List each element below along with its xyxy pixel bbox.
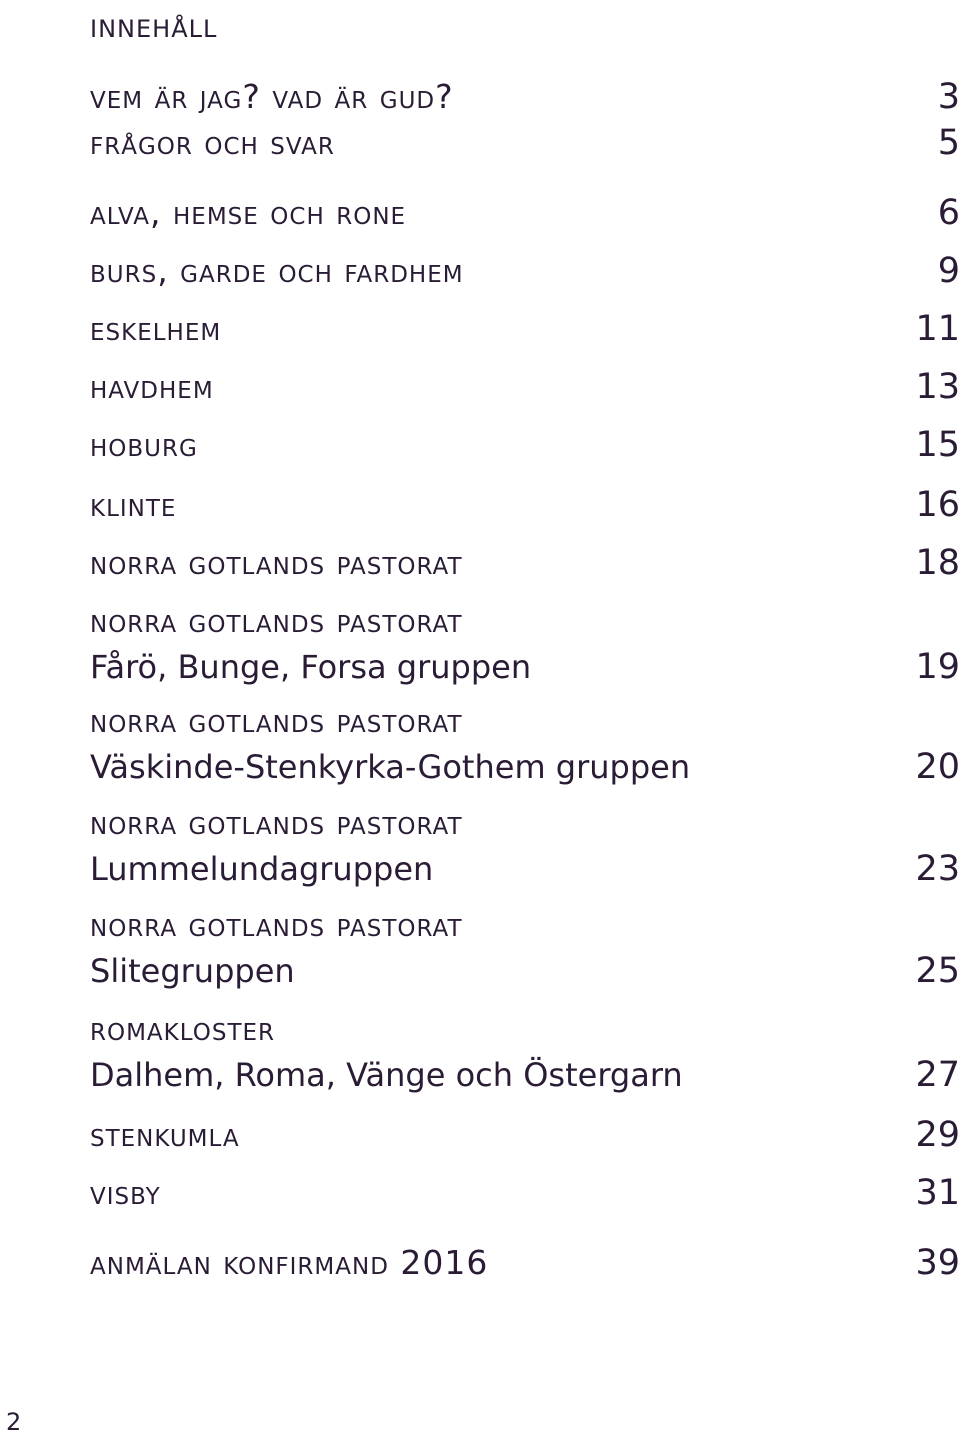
toc-entry-title: norra gotlands pastorat xyxy=(90,905,463,944)
toc-entry-title: burs, garde och fardhem xyxy=(90,251,464,290)
toc-entry xyxy=(90,598,960,690)
toc-entry-page: 16 xyxy=(915,485,960,525)
toc-entry xyxy=(90,364,960,410)
toc-entry-title: norra gotlands pastorat xyxy=(90,601,463,640)
toc-entry-page: 27 xyxy=(915,1055,960,1095)
toc-entry xyxy=(90,902,960,994)
toc-entry-page: 25 xyxy=(915,951,960,991)
toc-entry-title: hoburg xyxy=(90,425,198,464)
toc-entry-title: alva, hemse och rone xyxy=(90,193,407,232)
toc-entry-page: 19 xyxy=(915,647,960,687)
toc-entry xyxy=(90,190,960,236)
toc-entry xyxy=(90,1240,960,1286)
toc-entry xyxy=(90,1170,960,1216)
toc-entry-title: stenkumla xyxy=(90,1115,240,1154)
toc-entry xyxy=(90,422,960,468)
toc-entry-subtitle: Dalhem, Roma, Vänge och Östergarn xyxy=(90,1056,683,1094)
page-number: 2 xyxy=(6,1408,22,1436)
toc-entry-title: klinte xyxy=(90,485,177,524)
toc-entry-title: vem är jag? vad är gud? xyxy=(90,77,454,116)
toc-entry-subtitle: Fårö, Bunge, Forsa gruppen xyxy=(90,648,532,686)
toc-entry xyxy=(90,306,960,352)
toc-entry-page: 5 xyxy=(937,123,960,163)
toc-entry-page: 15 xyxy=(915,425,960,465)
toc-entry-title: romakloster xyxy=(90,1009,276,1048)
toc-entry-title: frågor och svar xyxy=(90,123,335,162)
toc-entry-page: 20 xyxy=(915,747,960,787)
toc-entry-title: visby xyxy=(90,1173,161,1212)
toc-entry-subtitle: Lummelundagruppen xyxy=(90,850,434,888)
toc-entry-title: norra gotlands pastorat xyxy=(90,701,463,740)
toc-entry-page: 13 xyxy=(915,367,960,407)
toc-entry xyxy=(90,482,960,528)
toc-entry-subtitle: Väskinde-Stenkyrka-Gothem gruppen xyxy=(90,748,691,786)
toc-entry-page: 23 xyxy=(915,849,960,889)
toc-title: innehåll xyxy=(90,6,218,46)
toc-entry-title: norra gotlands pastorat xyxy=(90,543,463,582)
toc-entry xyxy=(90,1006,960,1098)
toc-entry xyxy=(90,248,960,294)
toc-entry xyxy=(90,1112,960,1158)
toc-entry-title: havdhem xyxy=(90,367,214,406)
toc-entry-page: 11 xyxy=(915,309,960,349)
toc-entry-title: norra gotlands pastorat xyxy=(90,803,463,842)
toc-entry-title: eskelhem xyxy=(90,309,222,348)
toc-entry-page: 29 xyxy=(915,1115,960,1155)
toc-entry-page: 6 xyxy=(937,193,960,233)
toc-entry xyxy=(90,120,960,166)
toc-entry xyxy=(90,540,960,586)
toc-entry xyxy=(90,74,960,120)
toc-entry-page: 3 xyxy=(937,77,960,117)
toc-entry-page: 18 xyxy=(915,543,960,583)
toc-entry-page: 39 xyxy=(915,1243,960,1283)
toc-entry-page: 31 xyxy=(915,1173,960,1213)
toc-entry xyxy=(90,698,960,790)
toc-entry xyxy=(90,800,960,892)
toc-entry-page: 9 xyxy=(937,251,960,291)
toc-entry-subtitle: Slitegruppen xyxy=(90,952,295,990)
toc-entry-title: anmälan konfirmand 2016 xyxy=(90,1243,489,1282)
